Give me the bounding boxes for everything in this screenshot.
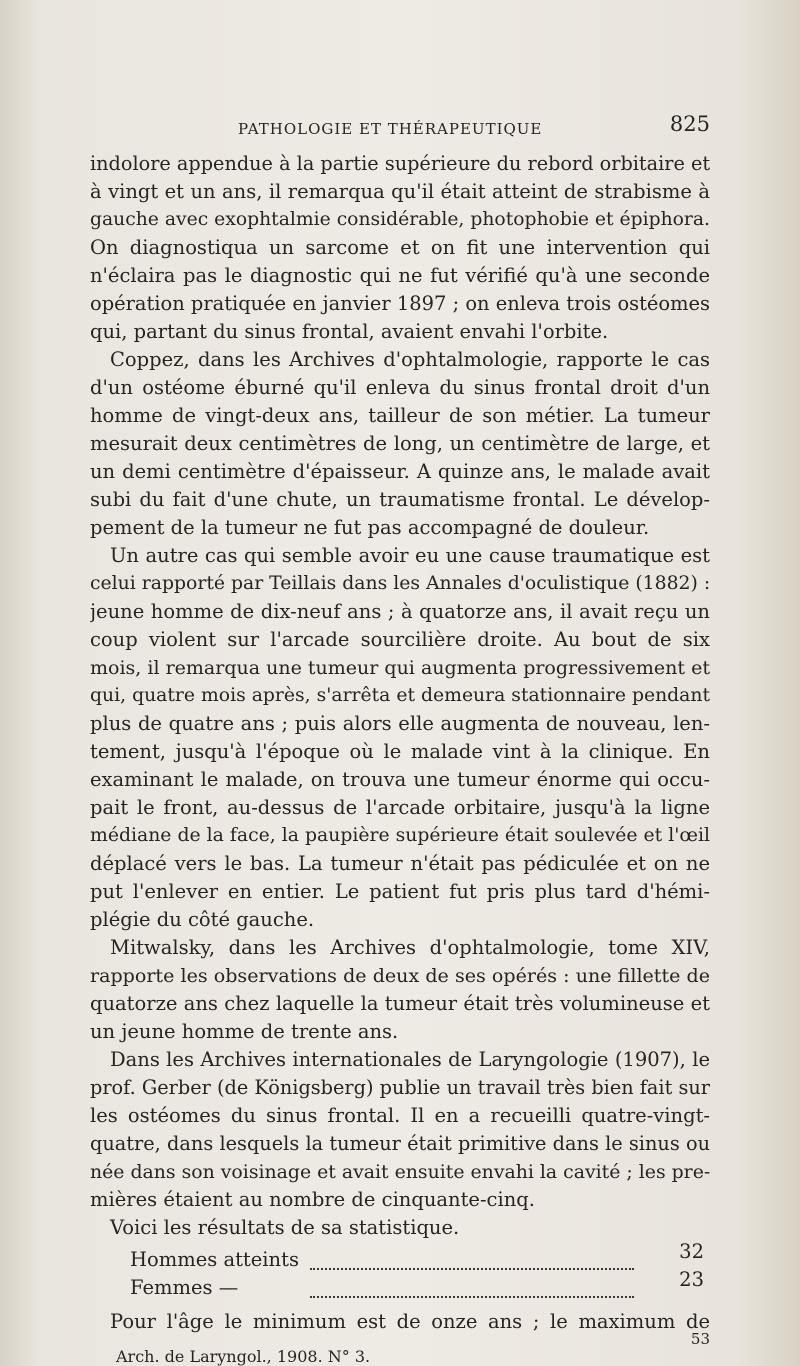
footnote-source: Arch. de Laryngol. [116,1347,267,1366]
text-line: On diagnostiqua un sarcome et on fit une intervention qui [90,236,710,259]
page-header [90,112,710,142]
text-line: Dans les Archives internationales de Laryngologie (1907), le [110,1048,710,1071]
text-line: homme de vingt-deux ans, tailleur de son métier. La tumeur [90,404,710,427]
text-line: pement de la tumeur ne fut pas accompagné de douleur. [90,516,650,539]
stat-label: Femmes — [130,1276,239,1299]
text-line: prof. Gerber (de Königsberg) publie un travail très bien fait sur [90,1076,710,1099]
text-line: indolore appendue à la partie supérieure du rebord orbitaire et [90,152,710,175]
signature-mark: 53 [690,1330,710,1348]
text-line: un jeune homme de trente ans. [90,1020,399,1043]
text-line: Un autre cas qui semble avoir eu une cause traumatique est [110,544,710,567]
closing-line: Pour l'âge le minimum est de onze ans ; le maximum de [110,1310,710,1333]
text-line: tement, jusqu'à l'époque où le malade vint à la clinique. En [90,740,710,763]
text-line: mesurait deux centimètres de long, un centimètre de large, et [90,432,710,455]
text-line: examinant le malade, on trouva une tumeur énorme qui occu- [90,768,710,791]
footnote-issue: , 1908. N° 3. [266,1347,371,1366]
text-line: subi du fait d'une chute, un traumatisme frontal. Le dévelop- [90,488,710,511]
text-line: Mitwalsky, dans les Archives d'ophtalmologie, tome XIV, [110,936,710,959]
text-line: quatorze ans chez laquelle la tumeur était très volumineuse et [90,992,710,1015]
text-line: rapporte les observations de deux de ses opérés : une fillette de [90,965,710,987]
text-line: à vingt et un ans, il remarqua qu'il était atteint de strabisme à [90,180,710,203]
text-line: qui, quatre mois après, s'arrêta et demeura stationnaire pendant [90,685,710,706]
stat-value: 23 [679,1268,704,1291]
text-line: quatre, dans lesquels la tumeur était primitive dans le sinus ou [90,1132,710,1155]
stat-row-men [130,1240,704,1278]
text-line: gauche avec exophtalmie considérable, photophobie et épiphora. [90,209,710,230]
stat-row-women [130,1268,704,1306]
text-line: put l'enlever en entier. Le patient fut pris plus tard d'hémi- [90,880,710,903]
footnote [116,1347,616,1366]
text-line: médiane de la face, la paupière supérieure était soulevée et l'œil [90,825,710,846]
text-line: coup violent sur l'arcade sourcilière droite. Au bout de six [90,628,710,651]
closing-paragraph [90,1308,710,1336]
text-line: les ostéomes du sinus frontal. Il en a recueilli quatre-vingt- [90,1104,710,1127]
running-head: PATHOLOGIE ET THÉRAPEUTIQUE [238,120,543,138]
text-line: mois, il remarqua une tumeur qui augmenta progressivement et [90,657,710,679]
text-line: née dans son voisinage et avait ensuite envahi la cavité ; les pre- [90,1161,710,1183]
text-line: plégie du côté gauche. [90,908,315,931]
stat-label: Hommes atteints [130,1248,299,1271]
dot-leader [310,1250,634,1270]
page-number: 825 [669,112,710,136]
text-line: Voici les résultats de sa statistique. [110,1216,460,1239]
text-line: qui, partant du sinus frontal, avaient envahi l'orbite. [90,320,609,343]
stat-value: 32 [679,1240,704,1263]
text-line: pait le front, au-dessus de l'arcade orbitaire, jusqu'à la ligne [90,796,710,819]
text-line: opération pratiquée en janvier 1897 ; on enleva trois ostéomes [90,292,710,315]
text-line: plus de quatre ans ; puis alors elle augmenta de nouveau, len- [90,712,710,735]
text-line: mières étaient au nombre de cinquante-cinq. [90,1188,535,1211]
text-line: jeune homme de dix-neuf ans ; à quatorze ans, il avait reçu un [90,600,710,623]
text-line: déplacé vers le bas. La tumeur n'était pas pédiculée et on ne [90,852,710,875]
text-line: celui rapporté par Teillais dans les Annales d'oculistique (1882) : [90,573,710,594]
text-line: Coppez, dans les Archives d'ophtalmologie, rapporte le cas [110,348,710,371]
dot-leader [310,1278,634,1298]
main-text [90,150,710,1242]
text-line: n'éclaira pas le diagnostic qui ne fut vérifié qu'à une seconde [90,264,710,287]
text-line: d'un ostéome éburné qu'il enleva du sinus frontal droit d'un [90,376,710,399]
text-line: un demi centimètre d'épaisseur. A quinze ans, le malade avait [90,460,710,483]
